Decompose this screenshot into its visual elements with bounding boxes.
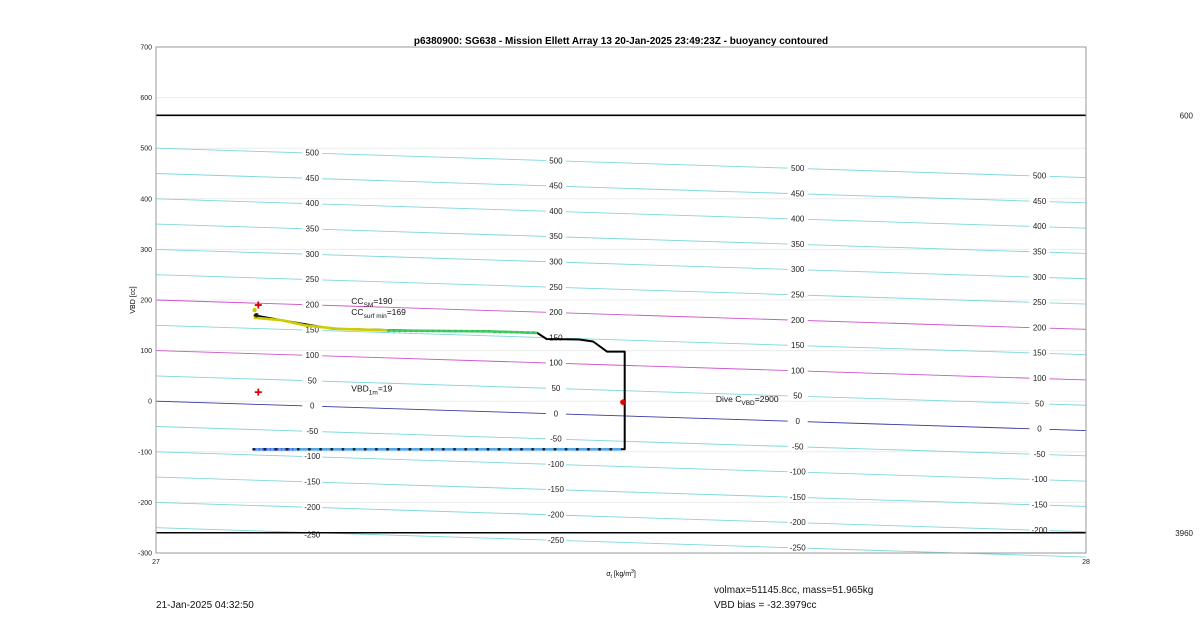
series-point (472, 448, 475, 451)
annotation-part: Dive C (715, 394, 742, 405)
contour-label: 150 (305, 325, 319, 335)
series-point (609, 448, 612, 451)
series-point (557, 448, 560, 451)
series-point (477, 330, 479, 332)
series-point (256, 448, 259, 451)
contour-label: -250 (547, 535, 564, 545)
marker-dot (254, 313, 258, 317)
series-point (275, 448, 278, 451)
annotation-part: CC (351, 307, 364, 318)
series-point (468, 448, 471, 451)
series-point (510, 331, 512, 333)
annotation-part: VBD (351, 383, 369, 394)
annotation-part: CC (351, 296, 364, 307)
contour-label: -150 (547, 485, 564, 495)
contour-label: 500 (305, 148, 319, 158)
contour-label: 350 (549, 232, 563, 242)
series-point (505, 448, 508, 451)
footer-volmax: volmax=51145.8cc, mass=51.965kg (714, 585, 874, 596)
series-point (449, 448, 452, 451)
contour-label: 50 (307, 376, 317, 386)
contour-label: 200 (549, 308, 563, 318)
series-point (516, 331, 518, 333)
contour-label: 300 (791, 265, 805, 275)
series-point (475, 448, 478, 451)
contour-label: 50 (551, 384, 561, 394)
series-point (521, 331, 523, 333)
y-tick-label: -300 (137, 550, 152, 558)
series-point (387, 330, 389, 332)
contour-label: 100 (305, 351, 319, 361)
series-point (594, 448, 597, 451)
series-point (404, 330, 406, 332)
contour-label: 200 (791, 315, 805, 325)
contour-label: 350 (791, 239, 805, 249)
series-point (349, 448, 352, 451)
series-point (583, 448, 586, 451)
annotation-part: =169 (386, 307, 406, 318)
series-point (286, 448, 289, 451)
annotation-part: SM (363, 302, 374, 310)
contour-label: 150 (1032, 348, 1047, 358)
contour-label: -50 (306, 426, 319, 436)
series-point (471, 330, 473, 332)
contour-label: -150 (1031, 500, 1048, 510)
contour-label: -250 (789, 543, 806, 553)
contour-label: 500 (1032, 171, 1047, 181)
series-point (408, 448, 411, 451)
series-point (390, 448, 393, 451)
series-point (617, 448, 620, 451)
series-point (412, 448, 415, 451)
series-point (353, 448, 356, 451)
series-point (431, 448, 434, 451)
annotation-part: =19 (377, 383, 393, 394)
series-point (260, 448, 263, 451)
series-point (438, 448, 441, 451)
y-tick-label: 0 (148, 398, 152, 406)
series-point (375, 448, 378, 451)
contour-label: 0 (310, 401, 315, 411)
contour-label: 400 (1032, 222, 1047, 232)
contour-label: -200 (547, 510, 564, 520)
x-axis-label (606, 569, 636, 580)
y-tick-label: 700 (140, 44, 152, 52)
series-point (493, 331, 495, 333)
y-tick-label: 300 (140, 246, 152, 254)
x-axis-label-sub: t (610, 574, 612, 580)
series-point (382, 448, 385, 451)
contour-label: -250 (304, 530, 321, 540)
series-point (420, 448, 423, 451)
contour-label: 400 (305, 199, 319, 209)
series-point (364, 448, 367, 451)
contour-label: 450 (1032, 196, 1047, 206)
contour-label: 500 (791, 163, 805, 173)
series-point (532, 331, 534, 333)
contour-label: -200 (789, 518, 806, 528)
series-point (315, 448, 318, 451)
series-point (461, 448, 464, 451)
contour-label: 100 (791, 366, 805, 376)
contour-label: 250 (1032, 298, 1047, 308)
series-point (613, 448, 616, 451)
series-point (568, 448, 571, 451)
marker-dot (252, 308, 256, 312)
series-point (528, 448, 531, 451)
series-point (342, 448, 345, 451)
series-point (278, 448, 281, 451)
series-point (598, 448, 601, 451)
reference-line-label: 600 (1179, 111, 1193, 121)
series-point (263, 448, 266, 451)
series-point (498, 448, 501, 451)
annotation-part: VBD (741, 400, 755, 408)
contour-label: 150 (549, 333, 563, 343)
series-point (482, 330, 484, 332)
series-point (426, 330, 428, 332)
series-point (453, 448, 456, 451)
series-point (421, 330, 423, 332)
contour-label: 250 (791, 290, 805, 300)
y-tick-label: 400 (140, 196, 152, 204)
contour-label: 0 (795, 416, 800, 426)
x-axis-label-symbol: σ (606, 571, 611, 578)
contour-label: 400 (549, 206, 563, 216)
series-point (401, 448, 404, 451)
contour-label: 350 (305, 224, 319, 234)
contour-label: 200 (1032, 323, 1047, 333)
contour-label: -50 (550, 434, 562, 444)
series-point (572, 448, 575, 451)
series-point (271, 448, 274, 451)
contour-label: 300 (549, 257, 563, 267)
y-tick-label: 100 (140, 348, 152, 356)
series-point (499, 331, 501, 333)
contour-label: 450 (549, 181, 563, 191)
contour-label: 100 (1032, 373, 1047, 383)
series-point (438, 330, 440, 332)
series-point (535, 448, 538, 451)
series-point (465, 330, 467, 332)
series-point (520, 448, 523, 451)
y-tick-label: 600 (140, 95, 152, 103)
annotation-part: =190 (373, 296, 393, 307)
contour-label: -150 (789, 492, 806, 502)
x-tick-label: 27 (152, 559, 160, 566)
contour-label: -100 (789, 467, 806, 477)
series-point (293, 448, 296, 451)
series-point (504, 331, 506, 333)
y-tick-label: -200 (137, 499, 152, 507)
contour-label: -50 (1033, 449, 1046, 459)
series-point (442, 448, 445, 451)
series-point (488, 330, 490, 332)
series-point (410, 330, 412, 332)
series-point (483, 448, 486, 451)
x-axis-label-unit: [kg/m (613, 571, 632, 578)
series-point (345, 448, 348, 451)
contour-label: 0 (1037, 424, 1042, 434)
annotation-part: =2900 (754, 394, 779, 405)
series-point (252, 448, 255, 451)
series-point (513, 448, 516, 451)
contour-label: 0 (553, 409, 559, 419)
contour-label: 450 (305, 173, 319, 183)
series-point (416, 448, 419, 451)
series-point (580, 448, 583, 451)
series-point (297, 448, 300, 451)
series-point (542, 448, 545, 451)
series-point (464, 448, 467, 451)
series-point (587, 448, 590, 451)
footer-timestamp: 21-Jan-2025 04:32:50 (156, 600, 254, 611)
annotation-part: 1m (368, 389, 378, 397)
series-point (509, 448, 512, 451)
series-point (360, 448, 363, 451)
footer-vbd-bias: VBD bias = -32.3979cc (714, 600, 817, 611)
contour-label: 300 (1032, 272, 1047, 282)
series-point (490, 448, 493, 451)
series-point (446, 448, 449, 451)
series-point (319, 448, 322, 451)
series-point (415, 330, 417, 332)
contour-label: -200 (304, 502, 321, 512)
series-point (330, 448, 333, 451)
series-point (308, 448, 311, 451)
y-tick-label: 500 (140, 145, 152, 153)
contour-label: -200 (1031, 525, 1048, 535)
series-point (393, 330, 395, 332)
series-point (394, 448, 397, 451)
series-point (267, 448, 270, 451)
y-tick-label: 200 (140, 297, 152, 305)
series-point (565, 448, 568, 451)
contour-label: 250 (549, 282, 563, 292)
series-point (527, 331, 529, 333)
series-point (405, 448, 408, 451)
series-point (356, 448, 359, 451)
x-tick-label: 28 (1082, 559, 1090, 566)
series-point (334, 448, 337, 451)
series-point (602, 448, 605, 451)
series-point (550, 448, 553, 451)
annotation-part: surf min (363, 313, 387, 321)
contour-label: 200 (305, 300, 319, 310)
series-point (494, 448, 497, 451)
series-point (327, 448, 330, 451)
contour-label: 350 (1032, 247, 1047, 257)
series-point (368, 448, 371, 451)
series-point (427, 448, 430, 451)
contour-label: -100 (1031, 475, 1048, 485)
series-point (301, 448, 304, 451)
series-point (487, 448, 490, 451)
reference-line-label: 3960 (1175, 528, 1193, 538)
series-point (304, 448, 307, 451)
contour-label: 50 (1035, 399, 1044, 409)
contour-label: 500 (549, 156, 563, 166)
series-point (524, 448, 527, 451)
contour-label: 300 (305, 249, 319, 259)
series-point (554, 448, 557, 451)
series-point (323, 448, 326, 451)
series-point (457, 448, 460, 451)
x-axis-label-sup: 3 (631, 569, 634, 575)
contour-label: 150 (791, 341, 805, 351)
series-point (443, 330, 445, 332)
series-point (398, 330, 400, 332)
series-point (449, 330, 451, 332)
contour-label: -150 (304, 477, 321, 487)
contour-label: 100 (549, 358, 563, 368)
series-point (576, 448, 579, 451)
series-point (561, 448, 564, 451)
series-point (539, 448, 542, 451)
contour-label: 450 (791, 189, 805, 199)
contour-label: 250 (305, 275, 319, 285)
series-point (338, 448, 341, 451)
x-axis-label-close: ] (633, 571, 636, 578)
series-point (312, 448, 315, 451)
series-point (531, 448, 534, 451)
series-point (454, 330, 456, 332)
contour-label: -50 (791, 442, 804, 452)
series-point (479, 448, 482, 451)
series-point (386, 448, 389, 451)
series-point (606, 448, 609, 451)
series-point (282, 448, 285, 451)
series-point (289, 448, 292, 451)
series-point (435, 448, 438, 451)
contour-label: 400 (791, 214, 805, 224)
series-point (460, 330, 462, 332)
y-axis-label: VBD [cc] (130, 286, 137, 314)
series-point (432, 330, 434, 332)
series-point (591, 448, 594, 451)
series-point (371, 448, 374, 451)
series-point (423, 448, 426, 451)
series-point (546, 448, 549, 451)
contour-label: 50 (793, 391, 803, 401)
contour-label: -100 (547, 459, 564, 469)
chart-title: p6380900: SG638 - Mission Ellett Array 13 20-Jan-2025 23:49:23Z - buoyancy contoured (413, 36, 829, 47)
series-point (397, 448, 400, 451)
series-point (516, 448, 519, 451)
series-point (501, 448, 504, 451)
contour-label: -100 (304, 452, 321, 462)
series-point (379, 448, 382, 451)
y-tick-label: -100 (137, 449, 152, 457)
